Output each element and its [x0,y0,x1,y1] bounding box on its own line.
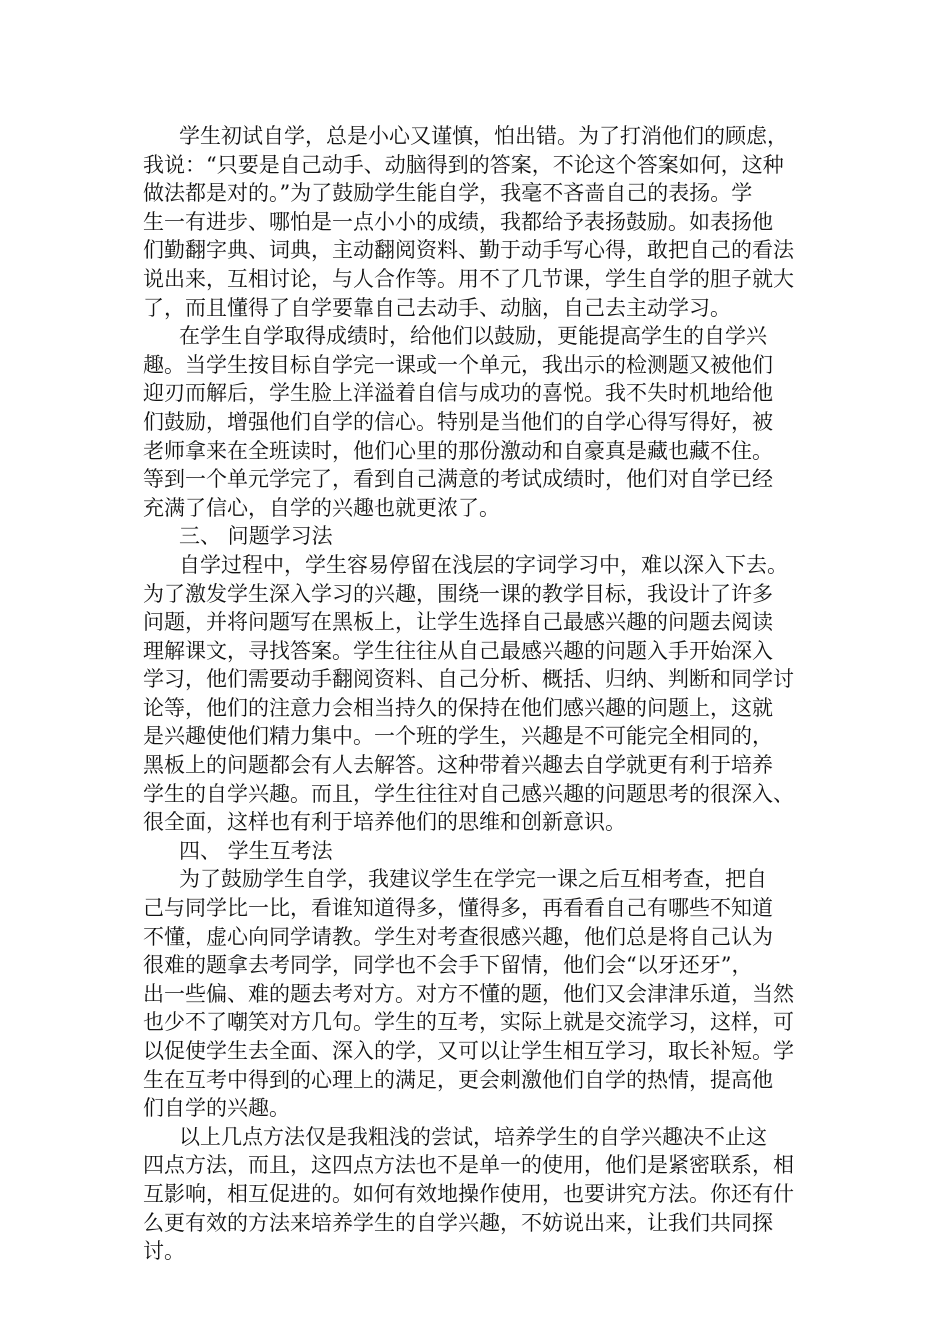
text-line: 以上几点方法仅是我粗浅的尝试，培养学生的自学兴趣决不止这 [179,1124,767,1149]
text-line: 很全面，这样也有利于培养他们的思维和创新意识。 [143,810,626,835]
text-line: 充满了信心，自学的兴趣也就更浓了。 [143,495,500,520]
text-line: 也少不了嘲笑对方几句。学生的互考，实际上就是交流学习，这样，可 [143,1010,794,1035]
text-line: 趣。当学生按目标自学完一课或一个单元，我出示的检测题又被他们 [143,352,773,377]
text-line: 生一有进步、哪怕是一点小小的成绩，我都给予表扬鼓励。如表扬他 [143,209,773,234]
text-line: 迎刃而解后，学生脸上洋溢着自信与成功的喜悦。我不失时机地给他 [143,381,773,406]
text-line: 很难的题拿去考同学，同学也不会手下留情，他们会“以牙还牙”， [143,953,753,978]
text-line: 学生初试自学，总是小心又谨慎，怕出错。为了打消他们的顾虑， [179,124,788,148]
text-line: 老师拿来在全班读时，他们心里的那份激动和自豪真是藏也藏不住。 [143,438,773,463]
text-line: 做法都是对的。”为了鼓励学生能自学，我毫不吝啬自己的表扬。学 [143,181,753,206]
text-line: 自学过程中，学生容易停留在浅层的字词学习中，难以深入下去。 [179,552,788,577]
text-line: 为了激发学生深入学习的兴趣，围绕一课的教学目标，我设计了许多 [143,581,773,606]
text-line: 们自学的兴趣。 [143,1096,290,1121]
text-line: 不懂，虚心向同学请教。学生对考查很感兴趣，他们总是将自己认为 [143,924,773,949]
text-line: 讨。 [143,1239,185,1264]
text-line: 么更有效的方法来培养学生的自学兴趣，不妨说出来，让我们共同探 [143,1210,773,1235]
section-heading: 三、 问题学习法 [179,524,333,549]
text-line: 学习，他们需要动手翻阅资料、自己分析、概括、归纳、判断和同学讨 [143,667,794,692]
text-line: 生在互考中得到的心理上的满足，更会刺激他们自学的热情，提高他 [143,1067,773,1092]
text-line: 是兴趣使他们精力集中。一个班的学生，兴趣是不可能完全相同的， [143,724,773,749]
text-line: 四点方法，而且，这四点方法也不是单一的使用，他们是紧密联系，相 [143,1153,794,1178]
document-body [143,122,825,1266]
text-line: 在学生自学取得成绩时，给他们以鼓励，更能提高学生的自学兴 [179,324,767,349]
text-line: 问题，并将问题写在黑板上，让学生选择自己最感兴趣的问题去阅读 [143,610,773,635]
text-line: 们勤翻字典、词典，主动翻阅资料、勤于动手写心得，敢把自己的看法 [143,238,794,263]
text-line: 学生的自学兴趣。而且，学生往往对自己感兴趣的问题思考的很深入、 [143,781,794,806]
text-line: 我说：“只要是自己动手、动脑得到的答案，不论这个答案如何，这种 [143,152,784,177]
text-line: 黑板上的问题都会有人去解答。这种带着兴趣去自学就更有利于培养 [143,753,773,778]
text-line: 为了鼓励学生自学，我建议学生在学完一课之后互相考查，把自 [179,867,767,892]
text-line: 等到一个单元学完了，看到自己满意的考试成绩时，他们对自学已经 [143,467,773,492]
text-line: 说出来，互相讨论，与人合作等。用不了几节课，学生自学的胆子就大 [143,266,794,291]
text-line: 互影响，相互促进的。如何有效地操作使用，也要讲究方法。你还有什 [143,1181,794,1206]
section-heading: 四、 学生互考法 [179,838,333,863]
text-line: 了，而且懂得了自学要靠自己去动手、动脑，自己去主动学习。 [143,295,731,320]
text-line: 理解课文，寻找答案。学生往往从自己最感兴趣的问题入手开始深入 [143,638,773,663]
text-line: 己与同学比一比，看谁知道得多，懂得多，再看看自己有哪些不知道 [143,896,773,921]
text-line: 出一些偏、难的题去考对方。对方不懂的题，他们又会津津乐道，当然 [143,981,794,1006]
text-line: 们鼓励，增强他们自学的信心。特别是当他们的自学心得写得好，被 [143,409,773,434]
text-line: 以促使学生去全面、深入的学，又可以让学生相互学习，取长补短。学 [143,1039,794,1063]
text-line: 论等，他们的注意力会相当持久的保持在他们感兴趣的问题上，这就 [143,695,773,720]
